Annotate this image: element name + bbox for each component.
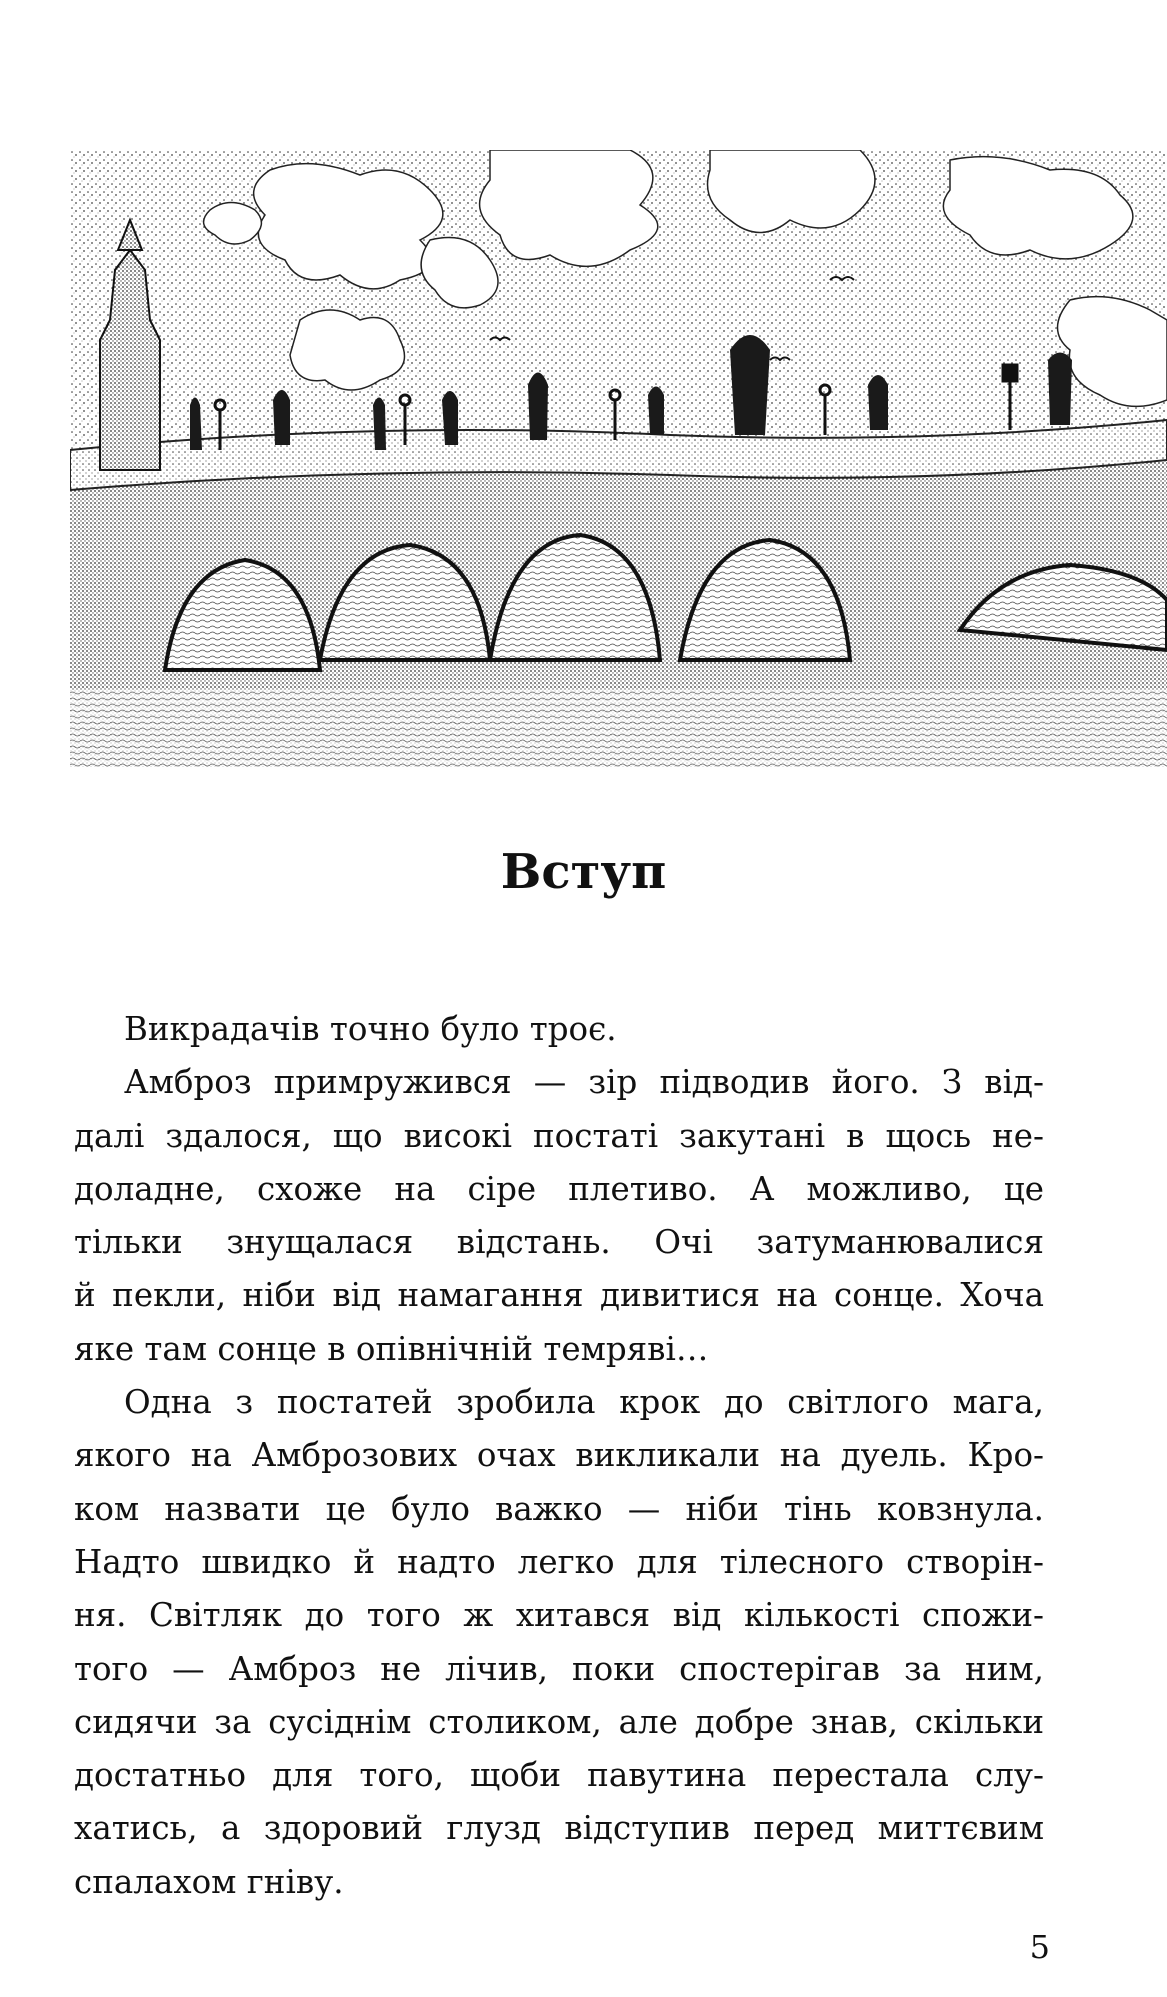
chapter-title: Вступ bbox=[500, 844, 667, 900]
page-number: 5 bbox=[1029, 1928, 1050, 1966]
text-line: Одна з постатей зробила крок до світлого мага, bbox=[124, 1383, 1044, 1422]
charles-bridge-sketch-icon bbox=[70, 150, 1167, 767]
text-line: Надто швидко й надто легко для тілесного створін- bbox=[74, 1542, 1044, 1581]
text-line: Викрадачів точно було троє. bbox=[124, 1010, 617, 1048]
text-line: яке там сонце в опівнічній темряві… bbox=[74, 1329, 709, 1368]
text-line: ня. Світляк до того ж хитався від кількості спожи- bbox=[74, 1596, 1044, 1635]
text-line: того — Амброз не лічив, поки спостерігав за ним, bbox=[74, 1649, 1044, 1688]
text-line: ком назвати це було важко — ніби тінь ковзнула. bbox=[74, 1489, 1044, 1528]
bridge-illustration bbox=[70, 150, 1167, 767]
text-line: достатньо для того, щоби павутина перестала слу- bbox=[74, 1756, 1044, 1795]
text-line: доладне, схоже на сіре плетиво. А можливо, це bbox=[74, 1169, 1044, 1208]
text-line: спалахом гніву. bbox=[74, 1862, 344, 1901]
chapter-body bbox=[74, 1003, 1044, 1909]
text-line: й пекли, ніби від намагання дивитися на сонце. Хоча bbox=[74, 1276, 1044, 1315]
text-line: тільки знущалася відстань. Очі затуманювалися bbox=[74, 1223, 1044, 1262]
text-line: Амброз примружився — зір підводив його. З від- bbox=[124, 1063, 1044, 1102]
text-line: хатись, а здоровий глузд відступив перед миттєвим bbox=[74, 1809, 1044, 1848]
text-line: далі здалося, що високі постаті закутані в щось не- bbox=[74, 1116, 1044, 1155]
text-line: якого на Амброзових очах викликали на дуель. Кро- bbox=[74, 1436, 1044, 1475]
text-line: сидячи за сусіднім столиком, але добре знав, скільки bbox=[74, 1702, 1044, 1741]
